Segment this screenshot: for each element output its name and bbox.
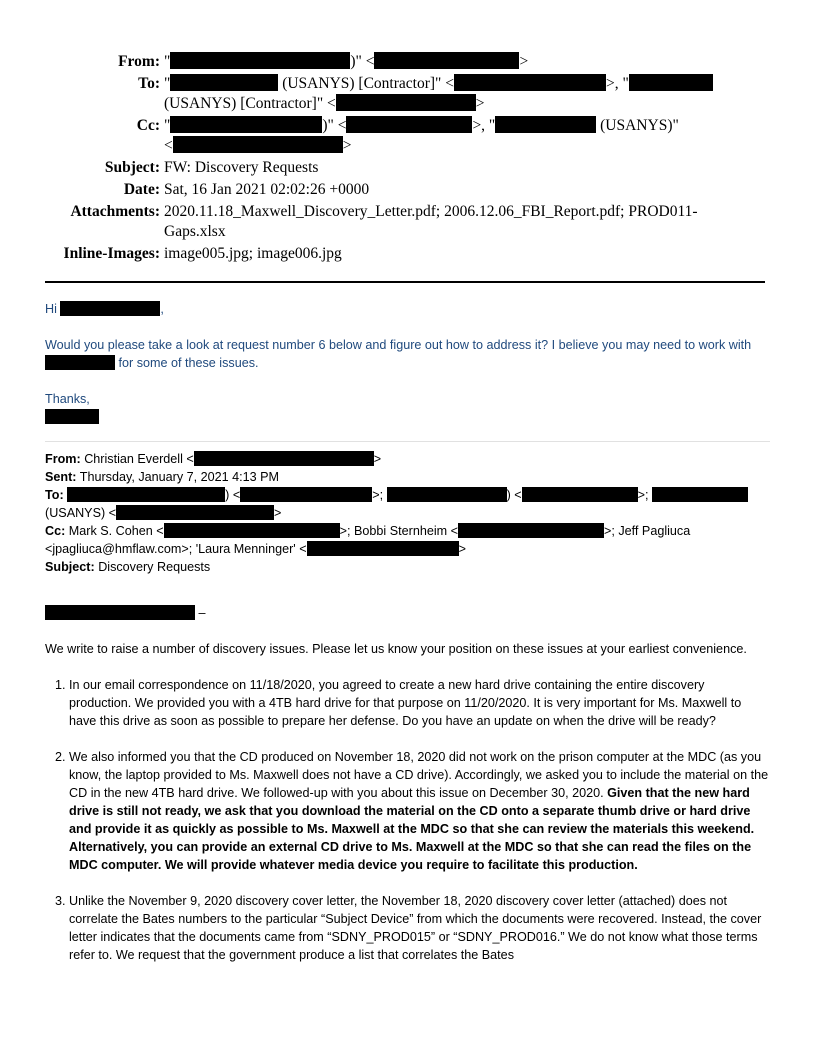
date-label: Date: [123, 181, 160, 198]
cc-name2-suffix: (USANYS)" [596, 117, 679, 134]
fwd-subject-value: Discovery Requests [98, 560, 211, 574]
cc-label: Cc: [136, 117, 160, 134]
request-1-text: In our email correspondence on 11/18/2020, you agreed to create a new hard drive containing the entire discovery production. We provided you with a 4TB hard drive for that purpose on 11/20/2020. It is very important for Ms. Maxwell to have this drive as soon as possible to prepare her defense. Do you have an update on when the drive will be ready? [69, 678, 742, 728]
request-2-text: We also informed you that the CD produced on November 18, 2020 did not work on the prison computer at the MDC (as you know, the laptop provided to Ms. Maxwell does not have a CD drive). Accordingly, we asked you to include the material on the CD in the new 4TB hard drive. We followed-up with you about this issue on December 30, 2020. [69, 750, 769, 800]
to-name1-suffix: (USANYS) [Contractor]" < [278, 75, 454, 92]
redaction [116, 505, 274, 520]
fwd-sent-label: Sent: [45, 470, 77, 484]
email-body [45, 300, 770, 982]
redaction [454, 74, 606, 91]
fwd-cc-mark: Mark S. Cohen < [68, 524, 164, 538]
fwd-sent-value: Thursday, January 7, 2021 4:13 PM [79, 470, 280, 484]
inline-images-label: Inline-Images: [63, 245, 160, 262]
header-from-row: From: " )" < > [0, 52, 816, 72]
date-value: Sat, 16 Jan 2021 02:02:26 +0000 [164, 181, 370, 198]
redaction [170, 116, 322, 133]
reply-body-part1: Would you please take a look at request number 6 below and figure out how to address it? I believe you may need to work with [45, 338, 752, 352]
redaction [522, 487, 638, 502]
subject-value: FW: Discovery Requests [164, 159, 319, 176]
redaction [336, 94, 476, 111]
letter-intro: We write to raise a number of discovery issues. Please let us know your position on these issues at your earliest convenience. [45, 642, 747, 656]
forward-divider [45, 441, 770, 442]
to-name2-suffix: (USANYS) [Contractor]" < [164, 95, 336, 112]
request-list [45, 676, 770, 964]
header-divider [45, 281, 765, 283]
redaction [374, 52, 519, 69]
request-3-text: Unlike the November 9, 2020 discovery cover letter, the November 18, 2020 discovery cover letter (attached) does not correlate the Bates numbers to the particular “Subject Device” from which the documents were recovered. Instead, the cover letter indicates that the documents came from “SDNY_PROD015” or “SDNY_PROD016.” We do not know what those terms refer to. We request that the government produce a list that correlates the Bates [69, 894, 762, 962]
fwd-cc-jeff: Jeff Pagliuca [618, 524, 691, 538]
redaction [60, 301, 160, 316]
redaction [307, 541, 459, 556]
reply-body-part2: for some of these issues. [118, 356, 259, 370]
subject-label: Subject: [104, 159, 160, 176]
thanks-line: Thanks, [45, 392, 90, 406]
redaction [495, 116, 596, 133]
inline-images-value: image005.jpg; image006.jpg [164, 245, 342, 262]
email-header [0, 52, 816, 266]
attachments-value: 2020.11.18_Maxwell_Discovery_Letter.pdf; 2006.12.06_FBI_Report.pdf; PROD011-Gaps.xlsx [164, 203, 698, 240]
fwd-from-name: Christian Everdell < [84, 452, 194, 466]
salutation-dash: – [198, 606, 206, 620]
redaction [629, 74, 713, 91]
fwd-cc-bobbi: Bobbi Sternheim < [354, 524, 458, 538]
fwd-cc-jeff-email: <jpagliuca@hmflaw.com>; 'Laura Menninger' < [45, 542, 307, 556]
redaction [170, 74, 278, 91]
header-subject-row [0, 158, 816, 178]
fwd-to-label: To: [45, 488, 64, 502]
redaction [240, 487, 372, 502]
header-attachments-row [0, 202, 816, 242]
salutation-line [45, 604, 770, 622]
redaction [45, 409, 99, 424]
fwd-to-usanys: (USANYS) < [45, 506, 117, 520]
forwarded-header: From: Christian Everdell < > Sent: Thursday, January 7, 2021 4:13 PM To: ) < >; ) < >; (USANYS) < > Cc: Mark S. Cohen < >; Bobbi Sternheim < >; Jeff Pagliuca <jpagliuca@hmflaw.com>; 'Laura Menninger' < > Subject: Discovery Requests [45, 450, 770, 576]
header-cc-row: Cc: " )" < >, " (USANYS)" < > [0, 116, 816, 156]
redaction [194, 451, 374, 466]
redaction [458, 523, 604, 538]
redaction [67, 487, 225, 502]
request-item-3 [69, 892, 770, 964]
greeting-line: Hi , [45, 302, 164, 316]
redaction [387, 487, 507, 502]
redaction [164, 523, 340, 538]
fwd-cc-label: Cc: [45, 524, 66, 538]
request-item-2 [69, 748, 770, 874]
to-label: To: [138, 75, 160, 92]
redaction [45, 605, 195, 620]
header-to-row: To: " (USANYS) [Contractor]" < >, " (USANYS) [Contractor]" < > [0, 74, 816, 114]
redaction [346, 116, 472, 133]
fwd-subject-label: Subject: [45, 560, 95, 574]
redaction [173, 136, 343, 153]
redaction [652, 487, 748, 502]
header-inline-images-row [0, 244, 816, 264]
reply-paragraph [45, 336, 770, 372]
request-2-bold-text: Given that the new hard drive is still not ready, we ask that you download the material on the CD onto a separate thumb drive or hard drive and provide it as quickly as possible to Ms. Maxwell at the MDC so that she can review the materials this weekend. Alternatively, you can provide an external CD drive to Ms. Maxwell at the MDC so that she can read the files on the MDC computer. We will provide whatever media device you require to facilitate this production. [69, 786, 755, 872]
greeting: Hi [45, 302, 57, 316]
redaction [170, 52, 350, 69]
request-item-1 [69, 676, 770, 730]
header-date-row [0, 180, 816, 200]
fwd-from-label: From: [45, 452, 81, 466]
attachments-label: Attachments: [70, 203, 160, 220]
from-label: From: [118, 53, 160, 70]
redaction [45, 355, 115, 370]
